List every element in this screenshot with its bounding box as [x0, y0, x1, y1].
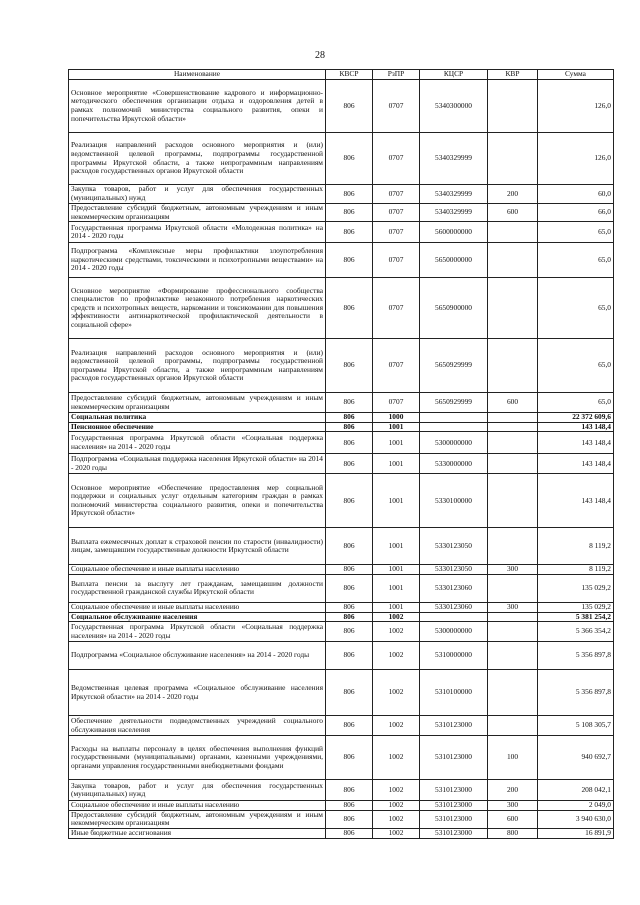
cell-kvsr: 806: [326, 432, 373, 454]
cell-sum: 5 108 305,7: [538, 716, 614, 736]
cell-name: Реализация направлений расходов основного мероприятия и (или) ведомственной целевой программы, подпрограммы государственной программы Иркутской области, а также непрограммным направлениям расходов государственных органов Иркутской области: [69, 339, 326, 393]
cell-sum: 135 029,2: [538, 574, 614, 602]
cell-rzpr: 1001: [373, 454, 420, 474]
cell-kvsr: 806: [326, 574, 373, 602]
cell-sum: 65,0: [538, 393, 614, 413]
cell-kvsr: 806: [326, 828, 373, 838]
cell-kvsr: 806: [326, 602, 373, 612]
cell-name: Социальное обслуживание населения: [69, 612, 326, 622]
cell-rzpr: 1002: [373, 670, 420, 716]
cell-kvr: [488, 222, 538, 243]
cell-kvsr: 806: [326, 780, 373, 801]
table-row: [69, 222, 614, 243]
cell-kcsr: 5600000000: [420, 222, 488, 243]
cell-sum: 126,0: [538, 133, 614, 185]
cell-kvsr: 806: [326, 716, 373, 736]
cell-kvr: 300: [488, 801, 538, 811]
cell-name: Социальное обеспечение и иные выплаты населению: [69, 565, 326, 575]
cell-kvr: 100: [488, 736, 538, 780]
cell-name: Закупка товаров, работ и услуг для обеспечения государственных (муниципальных) нужд: [69, 185, 326, 204]
cell-kcsr: 5330123060: [420, 574, 488, 602]
cell-rzpr: 1002: [373, 780, 420, 801]
cell-kvsr: 806: [326, 801, 373, 811]
cell-sum: 5 356 897,8: [538, 670, 614, 716]
cell-kvsr: 806: [326, 422, 373, 432]
cell-kvr: [488, 474, 538, 528]
cell-name: Основное мероприятие «Обеспечение предоставления мер социальной поддержки и социальных услуг отдельным категориям граждан в рамках полномочий министерства социального развития, опеки и попечительства Иркутской области»: [69, 474, 326, 528]
cell-kvr: [488, 642, 538, 670]
cell-kcsr: 5310123000: [420, 780, 488, 801]
cell-rzpr: 0707: [373, 278, 420, 339]
cell-kcsr: 5310100000: [420, 670, 488, 716]
cell-rzpr: 1002: [373, 622, 420, 642]
cell-kcsr: 5330123050: [420, 528, 488, 565]
cell-kvr: [488, 422, 538, 432]
table-row: [69, 565, 614, 575]
table-header-row: [69, 70, 614, 80]
cell-kcsr: 5650929999: [420, 339, 488, 393]
table-row: [69, 454, 614, 474]
cell-kvr: 600: [488, 810, 538, 828]
cell-name: Реализация направлений расходов основного мероприятия и (или) ведомственной целевой программы, подпрограммы государственной программы Иркутской области, а также непрограммным направлениям расходов государственных органов Иркутской области: [69, 133, 326, 185]
cell-name: Подпрограмма «Социальное обслуживание населения» на 2014 - 2020 годы: [69, 642, 326, 670]
cell-sum: 143 148,4: [538, 432, 614, 454]
cell-kvr: [488, 528, 538, 565]
cell-rzpr: 0707: [373, 204, 420, 222]
cell-name: Выплата пенсии за выслугу лет гражданам, замещавшим должности государственной гражданской службы Иркутской области: [69, 574, 326, 602]
cell-sum: 5 356 897,8: [538, 642, 614, 670]
header-sum: Сумма: [538, 70, 614, 80]
cell-sum: 65,0: [538, 222, 614, 243]
cell-sum: 135 029,2: [538, 602, 614, 612]
cell-kcsr: 5340300000: [420, 80, 488, 133]
cell-kvr: 200: [488, 780, 538, 801]
cell-sum: 5 381 254,2: [538, 612, 614, 622]
cell-name: Закупка товаров, работ и услуг для обеспечения государственных (муниципальных) нужд: [69, 780, 326, 801]
cell-kvsr: 806: [326, 80, 373, 133]
header-kvr: КВР: [488, 70, 538, 80]
cell-rzpr: 1002: [373, 828, 420, 838]
table-row: [69, 780, 614, 801]
cell-kvr: [488, 574, 538, 602]
cell-kcsr: 5310123000: [420, 810, 488, 828]
cell-kcsr: [420, 422, 488, 432]
table-row: [69, 204, 614, 222]
cell-kcsr: 5340329999: [420, 204, 488, 222]
cell-rzpr: 0707: [373, 185, 420, 204]
cell-sum: 8 119,2: [538, 565, 614, 575]
cell-kvsr: 806: [326, 185, 373, 204]
cell-rzpr: 0707: [373, 222, 420, 243]
header-kvsr: КВСР: [326, 70, 373, 80]
cell-kvr: [488, 80, 538, 133]
cell-sum: 5 366 354,2: [538, 622, 614, 642]
cell-kvr: 200: [488, 185, 538, 204]
cell-sum: 65,0: [538, 339, 614, 393]
cell-kvr: 600: [488, 204, 538, 222]
cell-kvsr: 806: [326, 204, 373, 222]
cell-sum: 143 148,4: [538, 422, 614, 432]
cell-rzpr: 1001: [373, 602, 420, 612]
cell-rzpr: 1001: [373, 528, 420, 565]
cell-kcsr: [420, 413, 488, 423]
cell-kvsr: 806: [326, 133, 373, 185]
budget-table: [68, 69, 614, 839]
table-row: [69, 474, 614, 528]
page-number: 28: [315, 50, 325, 61]
cell-sum: 940 692,7: [538, 736, 614, 780]
cell-name: Основное мероприятие «Формирование профессионального сообщества специалистов по профилактике незаконного потребления наркотических средств и психотропных веществ, наркомании и токсикомании для повышения эффективности антинаркотической профилактической деятельности в социальной сфере»: [69, 278, 326, 339]
cell-kvr: [488, 133, 538, 185]
cell-kcsr: 5340329999: [420, 185, 488, 204]
cell-kcsr: 5650000000: [420, 243, 488, 278]
cell-sum: 8 119,2: [538, 528, 614, 565]
cell-sum: 126,0: [538, 80, 614, 133]
cell-name: Пенсионное обеспечение: [69, 422, 326, 432]
table-row: [69, 670, 614, 716]
cell-rzpr: 1002: [373, 801, 420, 811]
cell-kvr: [488, 670, 538, 716]
cell-name: Предоставление субсидий бюджетным, автономным учреждениям и иным некоммерческим организациям: [69, 204, 326, 222]
table-row: [69, 393, 614, 413]
cell-name: Подпрограмма «Социальная поддержка населения Иркутской области» на 2014 - 2020 годы: [69, 454, 326, 474]
cell-rzpr: 1001: [373, 565, 420, 575]
cell-kcsr: 5310123000: [420, 716, 488, 736]
cell-kvr: 800: [488, 828, 538, 838]
cell-sum: 143 148,4: [538, 454, 614, 474]
cell-rzpr: 1002: [373, 736, 420, 780]
cell-kcsr: 5330100000: [420, 474, 488, 528]
table-row: [69, 80, 614, 133]
cell-name: Обеспечение деятельности подведомственных учреждений социального обслуживания населения: [69, 716, 326, 736]
cell-kvsr: 806: [326, 413, 373, 423]
cell-kcsr: 5340329999: [420, 133, 488, 185]
cell-sum: 66,0: [538, 204, 614, 222]
cell-rzpr: 1001: [373, 432, 420, 454]
cell-kvsr: 806: [326, 528, 373, 565]
cell-rzpr: 1000: [373, 413, 420, 423]
table-row: [69, 339, 614, 393]
cell-kcsr: 5330123050: [420, 565, 488, 575]
cell-sum: 16 891,9: [538, 828, 614, 838]
cell-kvsr: 806: [326, 736, 373, 780]
cell-kvsr: 806: [326, 670, 373, 716]
cell-sum: 2 049,0: [538, 801, 614, 811]
table-row: [69, 801, 614, 811]
cell-kvr: [488, 432, 538, 454]
cell-sum: 208 042,1: [538, 780, 614, 801]
table-row: [69, 528, 614, 565]
table-row: [69, 133, 614, 185]
cell-kcsr: 5330123060: [420, 602, 488, 612]
table-row: [69, 422, 614, 432]
cell-kcsr: 5310000000: [420, 642, 488, 670]
cell-kvr: 600: [488, 393, 538, 413]
cell-name: Социальное обеспечение и иные выплаты населению: [69, 801, 326, 811]
cell-name: Предоставление субсидий бюджетным, автономным учреждениям и иным некоммерческим организациям: [69, 810, 326, 828]
cell-name: Социальное обеспечение и иные выплаты населению: [69, 602, 326, 612]
cell-sum: 143 148,4: [538, 474, 614, 528]
table-row: [69, 432, 614, 454]
table-row: [69, 243, 614, 278]
table-row: [69, 828, 614, 838]
cell-rzpr: 0707: [373, 243, 420, 278]
cell-name: Ведомственная целевая программа «Социальное обслуживание населения Иркутской области» на 2014 - 2020 годы: [69, 670, 326, 716]
cell-kvr: 300: [488, 565, 538, 575]
cell-rzpr: 0707: [373, 393, 420, 413]
header-name: Наименование: [69, 70, 326, 80]
cell-kvr: [488, 278, 538, 339]
cell-kcsr: 5310123000: [420, 801, 488, 811]
cell-kvr: [488, 243, 538, 278]
cell-kcsr: 5310123000: [420, 736, 488, 780]
table-row: [69, 622, 614, 642]
cell-sum: 65,0: [538, 278, 614, 339]
table-row: [69, 413, 614, 423]
cell-rzpr: 0707: [373, 80, 420, 133]
cell-name: Расходы на выплаты персоналу в целях обеспечения выполнения функций государственными (муниципальными) органами, казенными учреждениями, органами управления государственными внебюджетными фондами: [69, 736, 326, 780]
cell-kvsr: 806: [326, 565, 373, 575]
cell-name: Государственная программа Иркутской области «Молодежная политика» на 2014 - 2020 годы: [69, 222, 326, 243]
cell-name: Социальная политика: [69, 413, 326, 423]
table-row: [69, 185, 614, 204]
table-row: [69, 810, 614, 828]
cell-kvr: [488, 454, 538, 474]
table-row: [69, 602, 614, 612]
cell-kvsr: 806: [326, 642, 373, 670]
cell-name: Подпрограмма «Комплексные меры профилактики злоупотребления наркотическими средствами, токсическими и психотропными веществами» на 2014 - 2020 годы: [69, 243, 326, 278]
cell-name: Выплата ежемесячных доплат к страховой пенсии по старости (инвалидности) лицам, замещавшим государственные должности Иркутской области: [69, 528, 326, 565]
header-kcsr: КЦСР: [420, 70, 488, 80]
cell-sum: 3 940 630,0: [538, 810, 614, 828]
cell-kvsr: 806: [326, 393, 373, 413]
cell-rzpr: 1002: [373, 612, 420, 622]
cell-rzpr: 1001: [373, 574, 420, 602]
cell-name: Предоставление субсидий бюджетным, автономным учреждениям и иным некоммерческим организациям: [69, 393, 326, 413]
table-row: [69, 612, 614, 622]
cell-kvsr: 806: [326, 222, 373, 243]
cell-rzpr: 0707: [373, 339, 420, 393]
cell-kcsr: 5650900000: [420, 278, 488, 339]
cell-sum: 65,0: [538, 243, 614, 278]
cell-kvr: 300: [488, 602, 538, 612]
cell-rzpr: 1001: [373, 422, 420, 432]
cell-kvr: [488, 339, 538, 393]
header-rzpr: РзПР: [373, 70, 420, 80]
cell-rzpr: 1002: [373, 810, 420, 828]
cell-kcsr: 5310123000: [420, 828, 488, 838]
cell-rzpr: 1002: [373, 716, 420, 736]
cell-sum: 22 372 609,6: [538, 413, 614, 423]
cell-kvsr: 806: [326, 278, 373, 339]
cell-kvsr: 806: [326, 339, 373, 393]
table-row: [69, 278, 614, 339]
cell-kvr: [488, 612, 538, 622]
cell-rzpr: 1002: [373, 642, 420, 670]
cell-rzpr: 1001: [373, 474, 420, 528]
cell-kvsr: 806: [326, 454, 373, 474]
table-body: [69, 80, 614, 839]
cell-kvsr: 806: [326, 474, 373, 528]
table-row: [69, 574, 614, 602]
cell-kcsr: [420, 612, 488, 622]
cell-kvsr: 806: [326, 612, 373, 622]
cell-kcsr: 5650929999: [420, 393, 488, 413]
table-row: [69, 642, 614, 670]
cell-name: Основное мероприятие «Совершенствование кадрового и информационно-методического обеспечения организации отдыха и оздоровления детей в рамках полномочий министерства социального развития, опеки и попечительства Иркутской области»: [69, 80, 326, 133]
cell-rzpr: 0707: [373, 133, 420, 185]
cell-kvr: [488, 622, 538, 642]
cell-kvsr: 806: [326, 622, 373, 642]
cell-kcsr: 5300000000: [420, 432, 488, 454]
cell-name: Иные бюджетные ассигнования: [69, 828, 326, 838]
cell-kcsr: 5330000000: [420, 454, 488, 474]
cell-kcsr: 5300000000: [420, 622, 488, 642]
table-row: [69, 716, 614, 736]
cell-name: Государственная программа Иркутской области «Социальная поддержка населения» на 2014 - 2020 годы: [69, 432, 326, 454]
cell-sum: 60,0: [538, 185, 614, 204]
cell-name: Государственная программа Иркутской области «Социальная поддержка населения» на 2014 - 2020 годы: [69, 622, 326, 642]
cell-kvsr: 806: [326, 810, 373, 828]
cell-kvr: [488, 716, 538, 736]
cell-kvsr: 806: [326, 243, 373, 278]
table-row: [69, 736, 614, 780]
cell-kvr: [488, 413, 538, 423]
